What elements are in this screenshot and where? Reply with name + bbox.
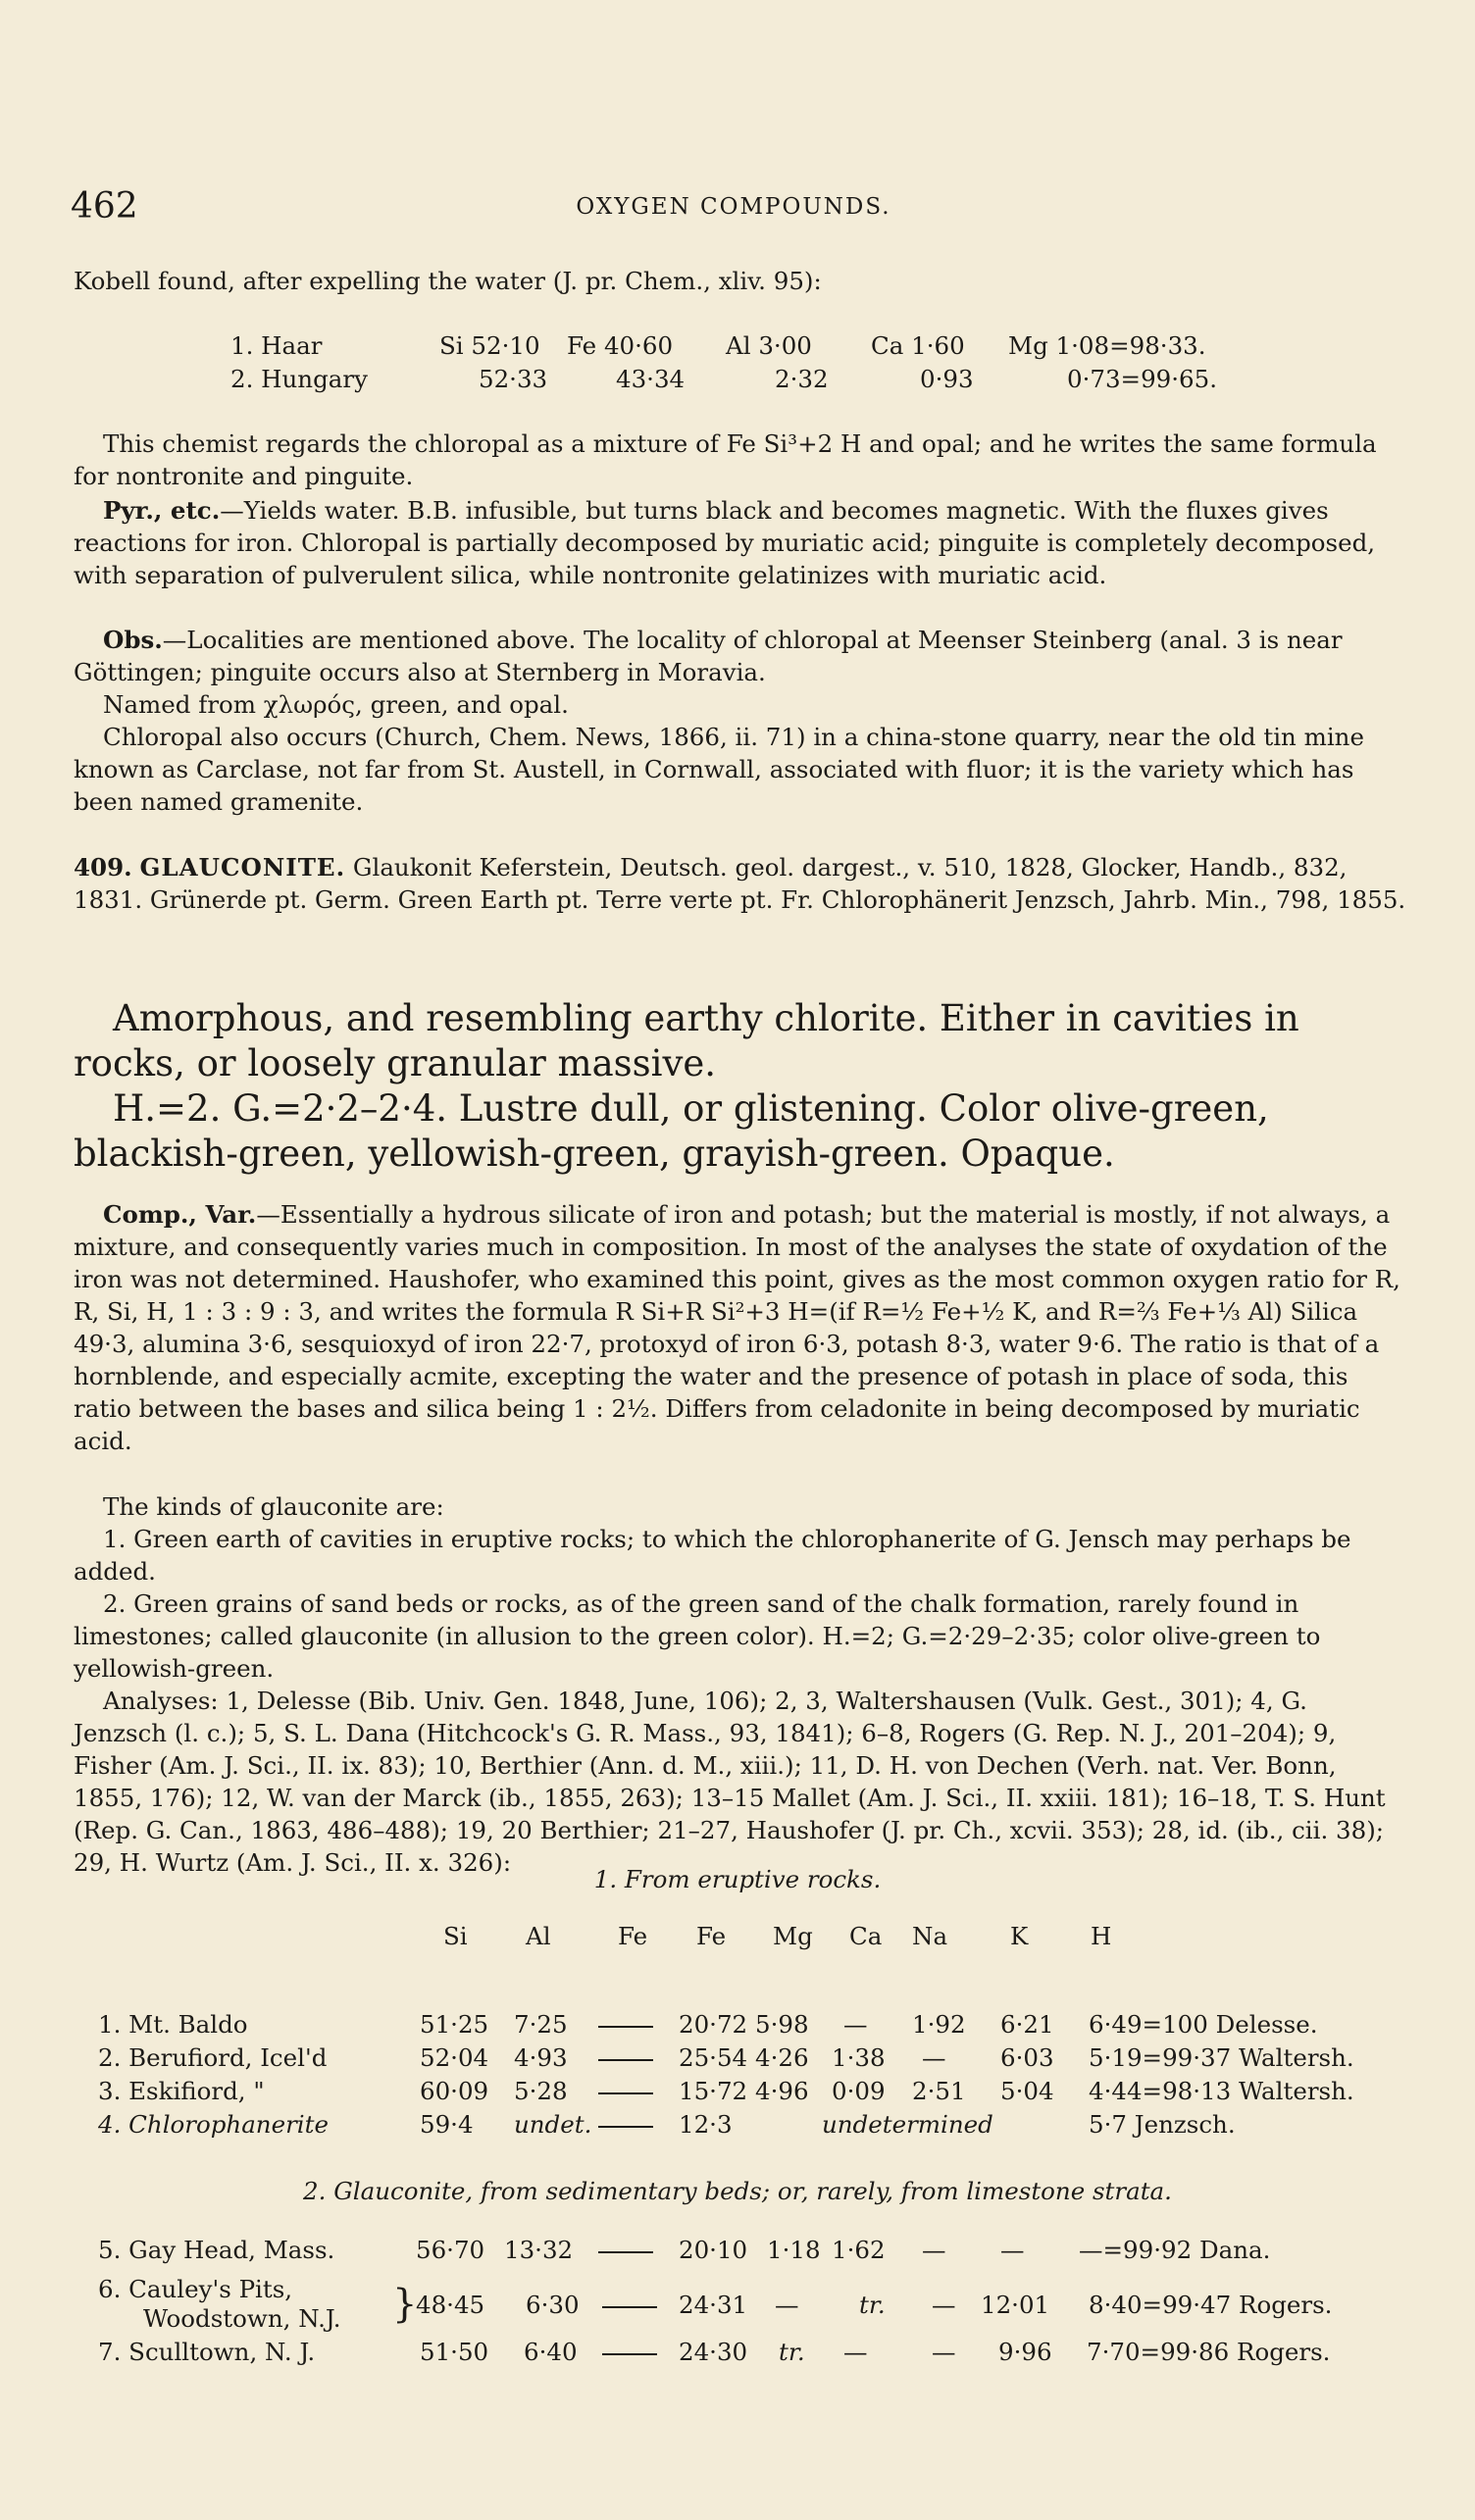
table-row [0, 2043, 1475, 2079]
page-number: 462 [71, 186, 138, 227]
kobell-al: 2·32 [775, 365, 829, 393]
col-header: Fe [696, 1922, 727, 1950]
cell-si: 60·09 [420, 2077, 489, 2105]
comp-text: —Essentially a hydrous silicate of iron and potash; but the material is mostly, if not always, a mixture, and consequently varies much in composition. In most of the analyses the state of oxydation of the iron was not determined. Haushofer, who examined this point, gives as the most common oxygen ratio for R, R, Si, H, 1 : 3 : 9 : 3, and writes the formula R Si+R Si²+3 H=(if R=½ Fe+½ K, and R=⅔ Fe+⅓ Al) Silica 49·3, alumina 3·6, sesquioxyd of iron 22·7, protoxyd of iron 6·3, potash 8·3, water 9·6. The ratio is that of a hornblende, and especially acmite, excepting the water and the presence of potash in place of soda, this ratio between the bases and silica being 1 : 2½. Differs from celadonite in being decomposed by muriatic acid. [74, 1200, 1400, 1455]
obs-text: —Localities are mentioned above. The locality of chloropal at Meenser Steinberg (anal. 3 is near Göttingen; pinguite occurs also at Sternberg in Moravia. [74, 626, 1343, 686]
col-header: Ca [849, 1922, 883, 1950]
row-label: 6. Cauley's Pits, [98, 2275, 293, 2303]
kobell-label: 2. Hungary [230, 365, 368, 393]
comp-paragraph [74, 1198, 1407, 1457]
kobell-si: Si 52·10 [439, 331, 540, 360]
cell-h: —=99·92 Dana. [1079, 2236, 1271, 2264]
kind-1: 1. Green earth of cavities in eruptive rocks; to which the chlorophanerite of G. Jensch may perhaps be added. [74, 1525, 1351, 1586]
cell-h: 8·40=99·47 Rogers. [1089, 2291, 1333, 2319]
kind-2: 2. Green grains of sand beds or rocks, as of the green sand of the chalk formation, rarely found in limestones; called glauconite (in allusion to the green color). H.=2; G.=2·29–2·35; color olive-green to yellowish-green. [74, 1589, 1321, 1683]
cell-na: 1·92 [912, 2010, 966, 2039]
description-properties: H.=2. G.=2·2–2·4. Lustre dull, or glistening. Color olive-green, blackish-green, yellowish-green, grayish-green. Opaque. [74, 1087, 1269, 1175]
cell-fe2: 24·31 [679, 2291, 748, 2319]
row-label: 7. Sculltown, N. J. [98, 2338, 316, 2366]
cell-h: 5·19=99·37 Waltersh. [1089, 2043, 1354, 2072]
cell-al: 6·40 [524, 2338, 578, 2366]
cell-na: — [932, 2338, 956, 2366]
cell-fe1 [598, 2010, 653, 2039]
cell-h: 6·49=100 Delesse. [1089, 2010, 1318, 2039]
named-from: Named from χλωρός, green, and opal. [103, 690, 569, 719]
kobell-intro: Kobell found, after expelling the water (J. pr. Chem., xliv. 95): [74, 267, 822, 295]
analyses-references: Analyses: 1, Delesse (Bib. Univ. Gen. 1848, June, 106); 2, 3, Waltershausen (Vulk. Gest., 301); 4, G. Jenzsch (l. c.); 5, S. L. Dana (Hitchcock's G. R. Mass., 93, 1841); 6–8, Rogers (G. Rep. N. J., 201–204); 9, Fisher (Am. J. Sci., II. ix. 83); 10, Berthier (Ann. d. M., xiii.); 11, D. H. von Dechen (Verh. nat. Ver. Bonn, 1855, 176); 12, W. van der Marck (ib., 1855, 263); 13–15 Mallet (Am. J. Sci., II. xxiii. 181); 16–18, T. S. Hunt (Rep. G. Can., 1863, 486–488); 19, 20 Berthier; 21–27, Haushofer (J. pr. Ch., xcvii. 353); 28, id. (ib., cii. 38); 29, H. Wurtz (Am. J. Sci., II. x. 326): [74, 1687, 1386, 1877]
glauconite-heading [74, 851, 1407, 916]
cell-mg: 4·96 [755, 2077, 809, 2105]
col-header: Si [443, 1922, 468, 1950]
table2-caption: 2. Glauconite, from sedimentary beds; or, rarely, from limestone strata. [303, 2177, 1172, 2205]
pyr-label: Pyr., etc. [103, 496, 221, 525]
cell-ca: 1·38 [832, 2043, 886, 2072]
cell-fe1 [602, 2338, 657, 2366]
cell-fe2: 20·72 [679, 2010, 748, 2039]
table-row [0, 2110, 1475, 2145]
kobell-ca: Ca 1·60 [871, 331, 965, 360]
cell-na: — [932, 2291, 956, 2319]
col-header: K [1010, 1922, 1029, 1950]
table-row [0, 2275, 1475, 2334]
kobell-mg: Mg 1·08=98·33. [1008, 331, 1206, 360]
cell-na: — [922, 2043, 946, 2072]
description-form: Amorphous, and resembling earthy chlorite. Either in cavities in rocks, or loosely granular massive. [74, 997, 1299, 1084]
cell-si: 51·50 [420, 2338, 489, 2366]
cell-na: 2·51 [912, 2077, 966, 2105]
cell-ca: 0·09 [832, 2077, 886, 2105]
cell-ca: — [843, 2010, 868, 2039]
cell-fe2: 12·3 [679, 2110, 733, 2139]
row-label: 1. Mt. Baldo [98, 2010, 248, 2039]
synonymy: Glaukonit Keferstein, Deutsch. geol. dargest., v. 510, 1828, Glocker, Handb., 832, 1831. Grünerde pt. Germ. Green Earth pt. Terre verte pt. Fr. Chlorophänerit Jenzsch, Jahrb. Min., 798, 1855. [74, 853, 1406, 914]
cell-fe1 [598, 2110, 653, 2139]
cell-mg: tr. [779, 2338, 805, 2366]
cell-k: 6·21 [1000, 2010, 1054, 2039]
cell-k: 6·03 [1000, 2043, 1054, 2072]
cell-mg: 5·98 [755, 2010, 809, 2039]
cell-al: undet. [514, 2110, 592, 2139]
chloropal-also: Chloropal also occurs (Church, Chem. News, 1866, ii. 71) in a china-stone quarry, near the old tin mine known as Carclase, not far from St. Austell, in Cornwall, associated with fluor; it is the variety which has been named gramenite. [74, 723, 1364, 816]
cell-h: 5·7 Jenzsch. [1089, 2110, 1236, 2139]
kinds-intro: The kinds of glauconite are: [103, 1492, 444, 1521]
chloropal-paragraph: This chemist regards the chloropal as a mixture of Fe Si³+2 H and opal; and he writes the same formula for nontronite and pinguite. [74, 429, 1377, 490]
table-row [0, 2077, 1475, 2112]
cell-ca: tr. [859, 2291, 886, 2319]
cell-si: 51·25 [420, 2010, 489, 2039]
table1-caption: 1. From eruptive rocks. [593, 1865, 882, 1893]
species-number: 409. [74, 853, 132, 882]
row-label: 4. Chlorophanerite [98, 2110, 329, 2139]
kobell-mg: 0·73=99·65. [1067, 365, 1218, 393]
brace-icon: } [392, 2282, 418, 2327]
cell-k: 5·04 [1000, 2077, 1054, 2105]
kobell-row [0, 331, 1475, 367]
col-header: H [1091, 1922, 1112, 1950]
cell-al: 6·30 [526, 2291, 580, 2319]
cell-si: 59·4 [420, 2110, 474, 2139]
cell-ca: 1·62 [832, 2236, 886, 2264]
cell-mg: — [775, 2291, 799, 2319]
cell-fe2: 25·54 [679, 2043, 748, 2072]
comp-label: Comp., Var. [103, 1200, 257, 1229]
cell-fe1 [598, 2236, 653, 2264]
kobell-al: Al 3·00 [726, 331, 812, 360]
cell-k: — [1000, 2236, 1025, 2264]
cell-fe1 [602, 2291, 657, 2319]
kobell-label: 1. Haar [230, 331, 323, 360]
cell-k: 9·96 [998, 2338, 1052, 2366]
row-label: 3. Eskifiord, " [98, 2077, 265, 2105]
cell-fe2: 20·10 [679, 2236, 748, 2264]
cell-al: 7·25 [514, 2010, 568, 2039]
kobell-fe: 43·34 [616, 365, 686, 393]
cell-fe1 [598, 2043, 653, 2072]
cell-fe2: 24·30 [679, 2338, 748, 2366]
obs-label: Obs. [103, 626, 163, 654]
cell-mg: 4·26 [755, 2043, 809, 2072]
cell-ca: undetermined [822, 2110, 993, 2139]
cell-na: — [922, 2236, 946, 2264]
table-row [0, 2338, 1475, 2373]
species-name: GLAUCONITE. [139, 853, 346, 882]
obs-paragraph [74, 624, 1407, 688]
kobell-si: 52·33 [479, 365, 548, 393]
running-title: OXYGEN COMPOUNDS. [576, 194, 891, 220]
kobell-ca: 0·93 [920, 365, 974, 393]
table-row [0, 2010, 1475, 2045]
cell-al: 13·32 [504, 2236, 574, 2264]
cell-al: 5·28 [514, 2077, 568, 2105]
table-header [0, 1922, 1475, 1957]
cell-si: 52·04 [420, 2043, 489, 2072]
kobell-fe: Fe 40·60 [567, 331, 674, 360]
cell-si: 48·45 [416, 2291, 485, 2319]
col-header: Fe [618, 1922, 648, 1950]
cell-fe2: 15·72 [679, 2077, 748, 2105]
table-row [0, 2236, 1475, 2271]
col-header: Al [526, 1922, 551, 1950]
cell-ca: — [843, 2338, 868, 2366]
row-label-continued: Woodstown, N.J. [143, 2304, 341, 2333]
row-label: 5. Gay Head, Mass. [98, 2236, 335, 2264]
pyr-text: —Yields water. B.B. infusible, but turns black and becomes magnetic. With the fluxes gives reactions for iron. Chloropal is partially decomposed by muriatic acid; pinguite is completely decomposed, with separation of pulverulent silica, while nontronite gelatinizes with muriatic acid. [74, 496, 1376, 589]
col-header: Na [912, 1922, 948, 1950]
cell-h: 4·44=98·13 Waltersh. [1089, 2077, 1354, 2105]
row-label: 2. Berufiord, Icel'd [98, 2043, 328, 2072]
running-head [71, 186, 1397, 226]
cell-si: 56·70 [416, 2236, 485, 2264]
cell-k: 12·01 [981, 2291, 1050, 2319]
cell-fe1 [598, 2077, 653, 2105]
pyr-paragraph [74, 494, 1407, 591]
cell-mg: 1·18 [767, 2236, 821, 2264]
col-header: Mg [773, 1922, 813, 1950]
cell-al: 4·93 [514, 2043, 568, 2072]
kobell-row [0, 365, 1475, 400]
cell-h: 7·70=99·86 Rogers. [1087, 2338, 1331, 2366]
